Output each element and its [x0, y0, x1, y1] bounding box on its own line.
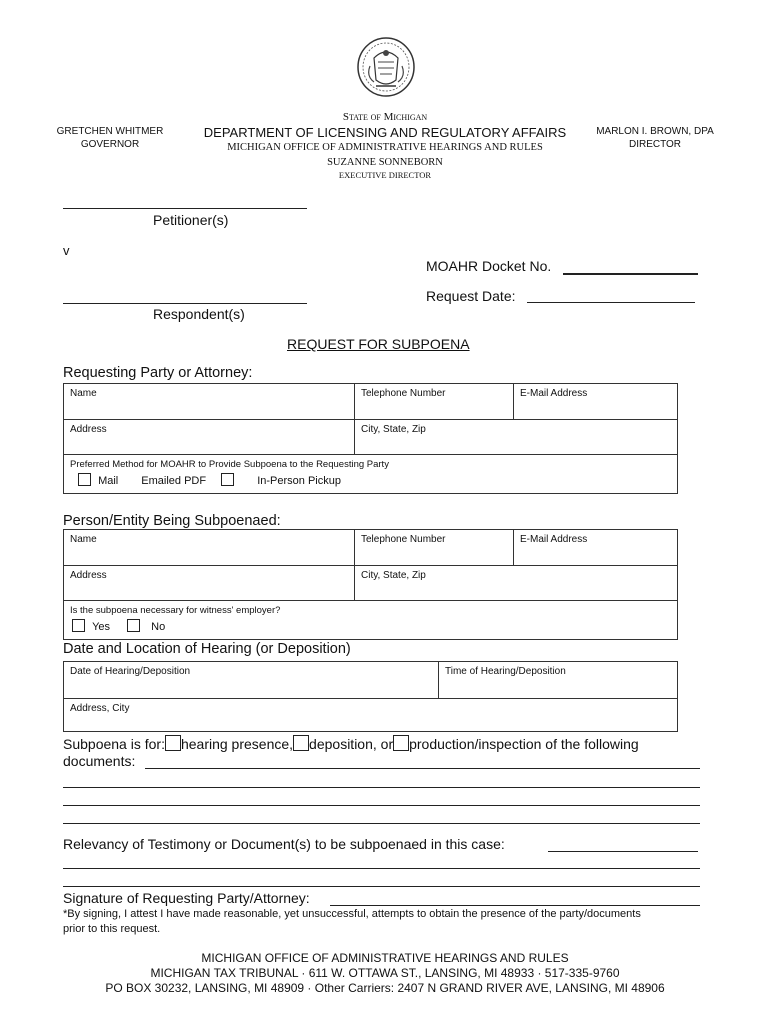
sp-address-label: Address	[70, 570, 107, 581]
relevancy-label: Relevancy of Testimony or Document(s) to be subpoenaed in this case:	[63, 836, 505, 852]
relevancy-line-3[interactable]	[63, 886, 700, 887]
rp-method-label: Preferred Method for MOAHR to Provide Subpoena to the Requesting Party	[70, 459, 389, 470]
mail-option-label: Mail	[98, 475, 119, 487]
subpoenaed-table	[63, 529, 678, 640]
rp-telephone-field[interactable]	[355, 384, 514, 420]
no-checkbox[interactable]	[127, 619, 140, 632]
signature-label: Signature of Requesting Party/Attorney:	[63, 890, 310, 906]
production-checkbox[interactable]	[393, 735, 409, 751]
docket-field[interactable]	[563, 273, 698, 275]
docket-label: MOAHR Docket No.	[426, 258, 552, 274]
respondent-label: Respondent(s)	[153, 306, 245, 322]
sp-telephone-label: Telephone Number	[361, 534, 446, 545]
rp-name-label: Name	[70, 388, 97, 399]
office-name: MICHIGAN OFFICE OF ADMINISTRATIVE HEARINGS AND RULES	[227, 142, 543, 153]
footer-office: MICHIGAN OFFICE OF ADMINISTRATIVE HEARINGS AND RULES	[201, 951, 569, 965]
hearing-table	[63, 661, 678, 732]
documents-label: documents:	[63, 753, 136, 769]
executive-director-title: EXECUTIVE DIRECTOR	[338, 170, 432, 180]
subpoena-for-row	[63, 735, 639, 752]
sp-employer-row	[64, 601, 677, 639]
production-label: production/inspection of the following	[409, 736, 639, 752]
rp-city-label: City, State, Zip	[361, 424, 426, 435]
sp-city-field[interactable]	[355, 566, 677, 601]
sp-employer-question: Is the subpoena necessary for witness' employer?	[70, 605, 281, 616]
documents-line-3[interactable]	[63, 805, 700, 806]
relevancy-line-1[interactable]	[548, 851, 698, 852]
sp-name-label: Name	[70, 534, 97, 545]
michigan-seal	[356, 36, 416, 98]
rp-telephone-label: Telephone Number	[361, 388, 446, 399]
signature-line[interactable]	[330, 905, 700, 906]
hearing-time-label: Time of Hearing/Deposition	[445, 666, 566, 677]
sp-address-field[interactable]	[64, 566, 355, 601]
deposition-checkbox[interactable]	[293, 735, 309, 751]
director-title: DIRECTOR	[628, 139, 682, 150]
rp-email-label: E-Mail Address	[520, 388, 588, 399]
emailed-pdf-option-label: Emailed PDF	[141, 475, 207, 487]
hearing-heading: Date and Location of Hearing (or Deposition)	[63, 641, 351, 657]
documents-line-1[interactable]	[145, 768, 700, 769]
respondent-line[interactable]	[63, 303, 307, 304]
in-person-option-label: In-Person Pickup	[257, 475, 341, 487]
request-date-label: Request Date:	[426, 288, 516, 304]
hearing-date-label: Date of Hearing/Deposition	[70, 666, 191, 677]
signature-attestation: *By signing, I attest I have made reasonable, yet unsuccessful, attempts to obtain the presence of the party/documents prior to this request.	[63, 908, 641, 935]
rp-method-row	[64, 455, 677, 493]
yes-option-label: Yes	[92, 621, 111, 633]
footer-po-box: PO BOX 30232, LANSING, MI 48909 · Other Carriers: 2407 N GRAND RIVER AVE, LANSING, MI 48906	[105, 981, 665, 995]
request-date-field[interactable]	[527, 302, 695, 303]
hearing-time-field[interactable]	[439, 662, 677, 699]
no-option-label: No	[151, 621, 166, 633]
documents-line-4[interactable]	[63, 823, 700, 824]
yes-checkbox[interactable]	[72, 619, 85, 632]
emailed-pdf-checkbox[interactable]	[221, 473, 234, 486]
form-title: REQUEST FOR SUBPOENA	[287, 336, 470, 352]
rp-address-label: Address	[70, 424, 107, 435]
sp-name-field[interactable]	[64, 530, 355, 566]
sp-telephone-field[interactable]	[355, 530, 514, 566]
requesting-party-heading: Requesting Party or Attorney:	[63, 365, 253, 381]
sp-email-field[interactable]	[514, 530, 677, 566]
governor-title: GOVERNOR	[80, 139, 140, 150]
hearing-address-label: Address, City	[70, 703, 130, 714]
deposition-label: deposition, or	[309, 736, 394, 752]
requesting-party-table	[63, 383, 678, 494]
rp-name-field[interactable]	[64, 384, 355, 420]
documents-line-2[interactable]	[63, 787, 700, 788]
hearing-address-field[interactable]	[64, 699, 677, 731]
mail-checkbox[interactable]	[78, 473, 91, 486]
sp-email-label: E-Mail Address	[520, 534, 588, 545]
hearing-presence-checkbox[interactable]	[165, 735, 181, 751]
rp-email-field[interactable]	[514, 384, 677, 420]
state-name: State of Michigan	[342, 111, 428, 123]
hearing-date-field[interactable]	[64, 662, 439, 699]
executive-director-name: SUZANNE SONNEBORN	[327, 157, 443, 168]
rp-city-field[interactable]	[355, 420, 677, 455]
subpoenaed-heading: Person/Entity Being Subpoenaed:	[63, 513, 281, 529]
subpoena-for-lead: Subpoena is for:	[63, 736, 165, 752]
rp-address-field[interactable]	[64, 420, 355, 455]
footer-tribunal-address: MICHIGAN TAX TRIBUNAL · 611 W. OTTAWA ST., LANSING, MI 48933 · 517-335-9760	[150, 966, 620, 980]
director-name: MARLON I. BROWN, DPA	[596, 126, 714, 137]
governor-name: GRETCHEN WHITMER	[56, 126, 164, 137]
hearing-presence-label: hearing presence,	[180, 736, 294, 752]
department-name: DEPARTMENT OF LICENSING AND REGULATORY AFFAIRS	[203, 125, 567, 140]
petitioner-line[interactable]	[63, 208, 307, 209]
petitioner-label: Petitioner(s)	[153, 212, 229, 228]
versus-label: v	[63, 243, 70, 258]
sp-city-label: City, State, Zip	[361, 570, 426, 581]
relevancy-line-2[interactable]	[63, 868, 700, 869]
